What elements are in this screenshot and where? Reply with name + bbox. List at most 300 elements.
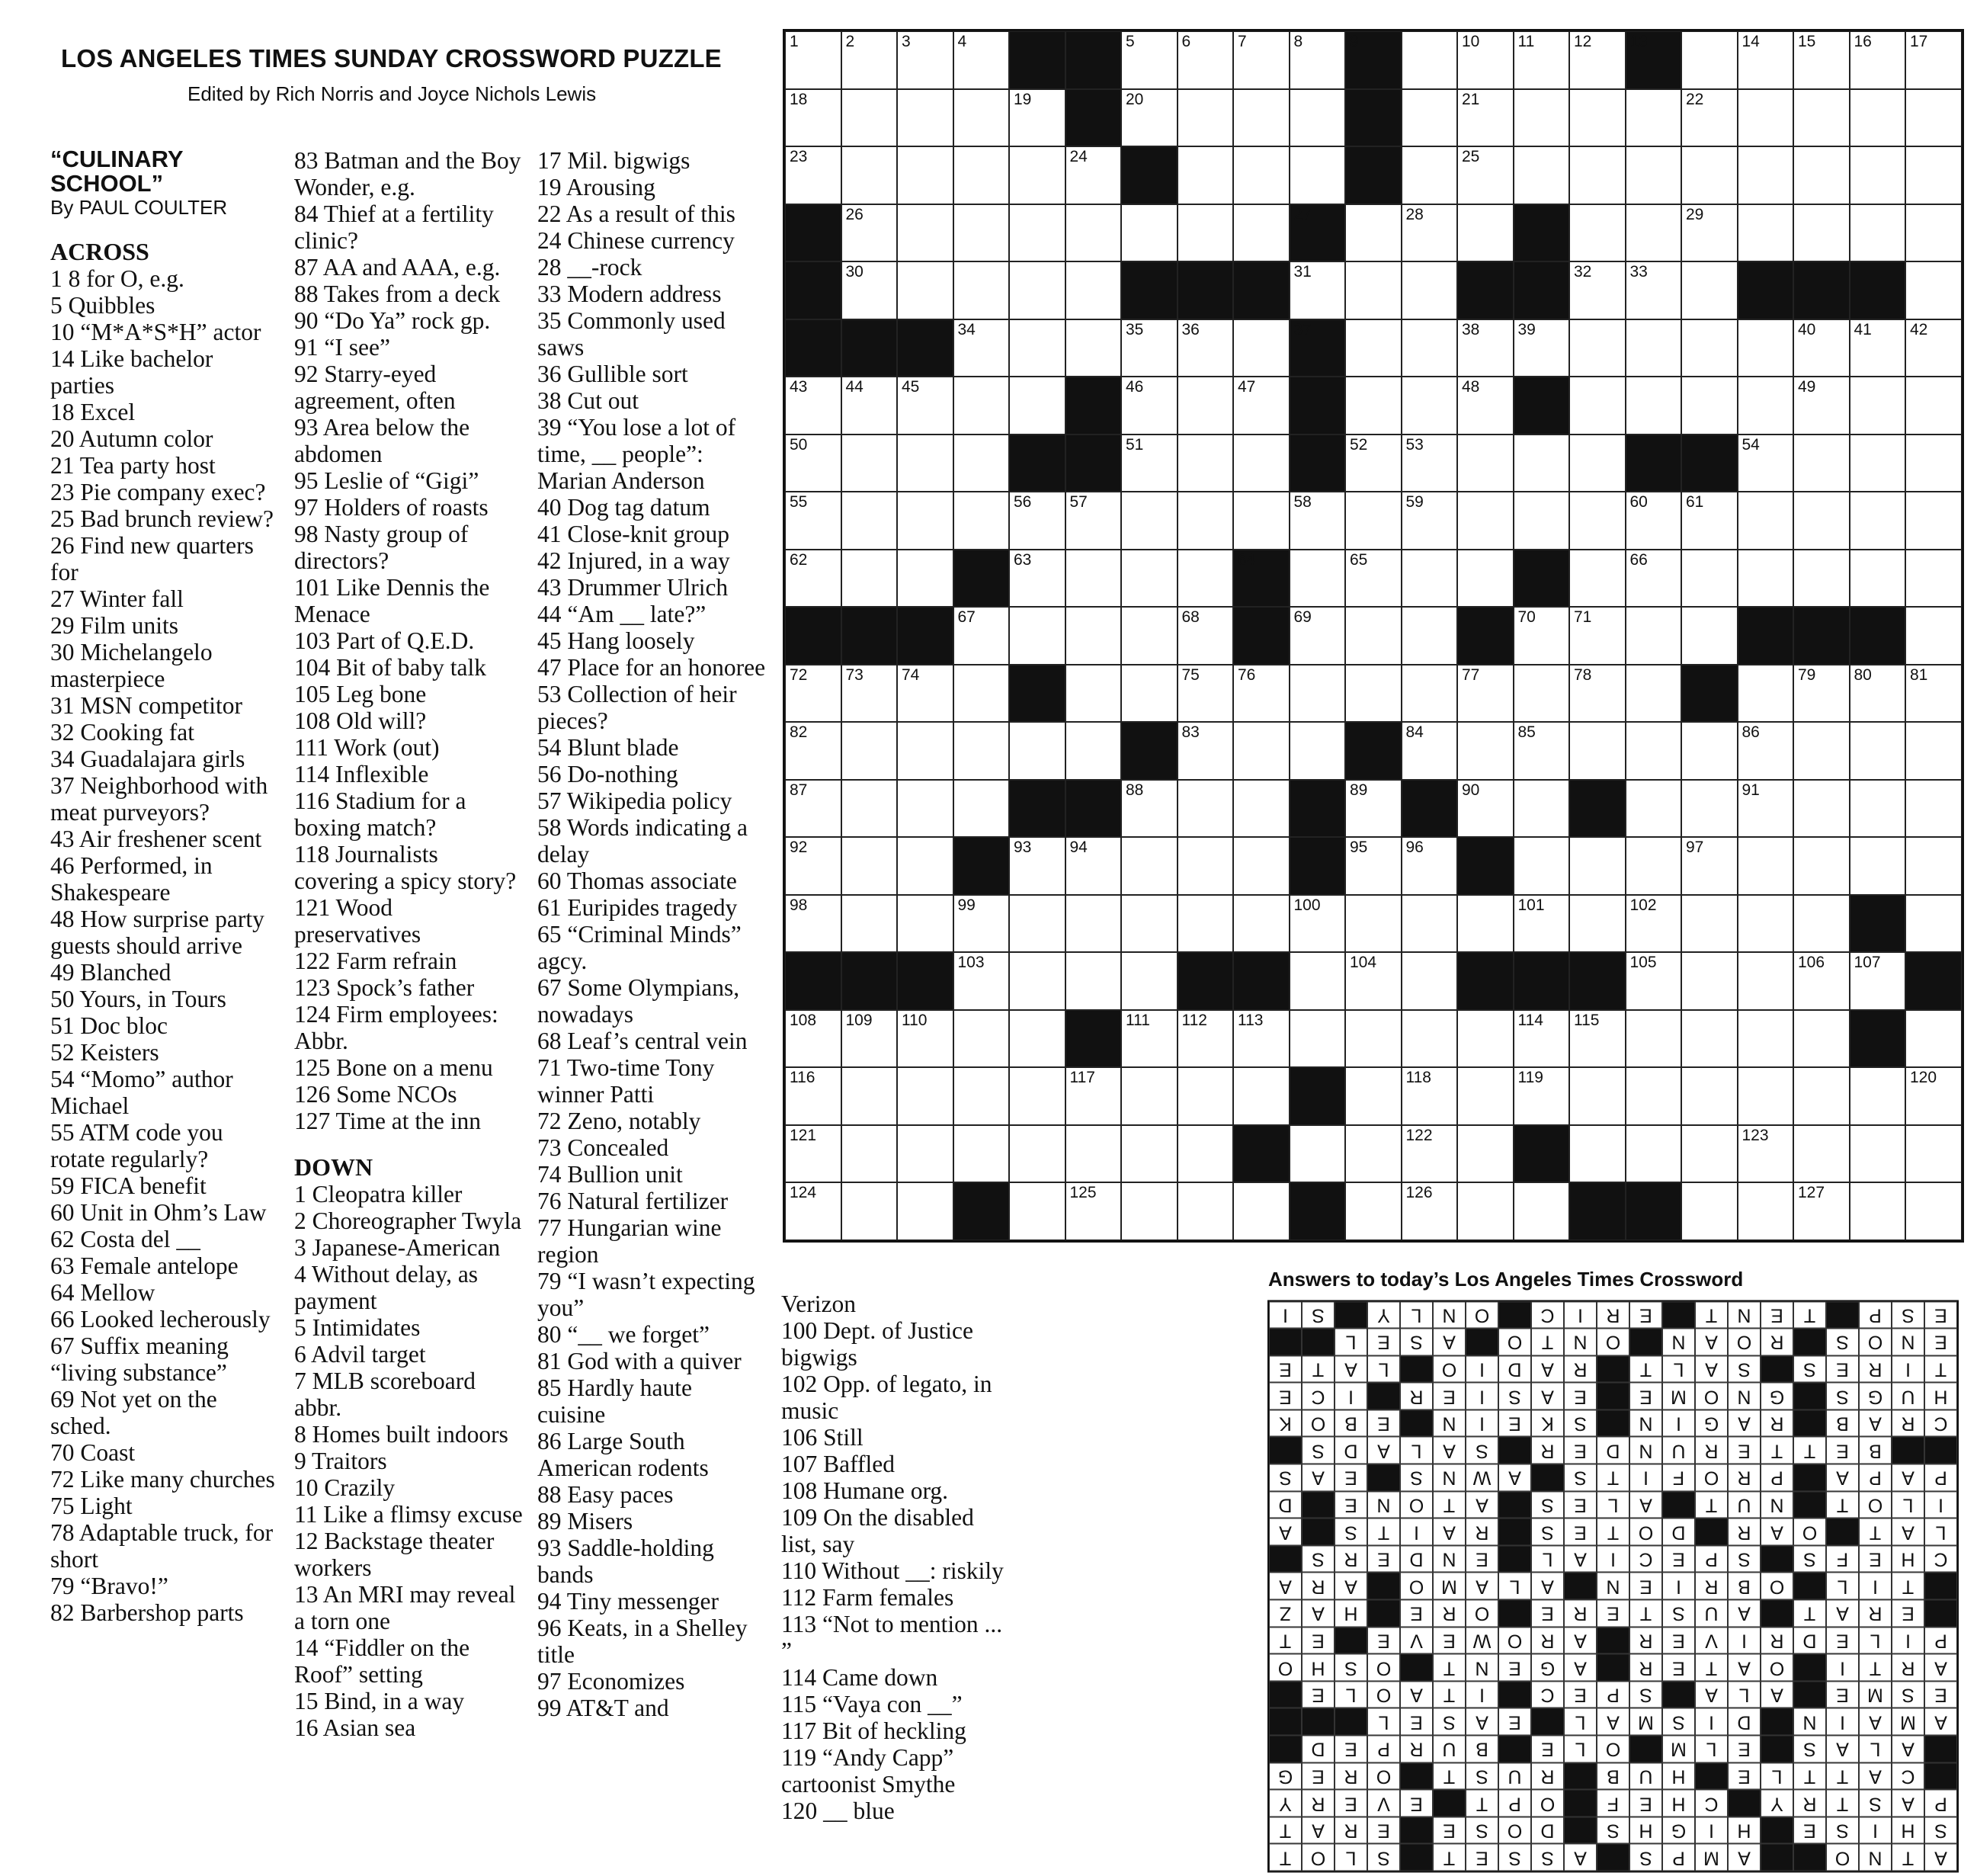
grid-cell[interactable] [1121, 1125, 1178, 1183]
grid-cell[interactable] [1233, 1067, 1290, 1125]
grid-cell[interactable] [1457, 377, 1514, 435]
grid-cell[interactable] [1345, 665, 1402, 723]
grid-cell[interactable] [1514, 837, 1570, 895]
grid-cell[interactable] [1345, 780, 1402, 838]
grid-cell[interactable] [1345, 435, 1402, 492]
grid-cell[interactable] [1233, 31, 1290, 89]
grid-cell[interactable] [785, 31, 841, 89]
grid-cell[interactable] [1065, 895, 1122, 953]
grid-cell[interactable] [1345, 952, 1402, 1010]
grid-cell[interactable] [1793, 550, 1850, 608]
grid-cell[interactable] [1626, 895, 1682, 953]
grid-cell[interactable] [897, 204, 953, 262]
grid-cell[interactable] [1738, 1067, 1794, 1125]
grid-cell[interactable] [1065, 261, 1122, 319]
grid-cell[interactable] [1569, 31, 1626, 89]
grid-cell[interactable] [1121, 1067, 1178, 1125]
grid-cell[interactable] [1402, 319, 1458, 377]
grid-cell[interactable] [1009, 492, 1065, 550]
grid-cell[interactable] [1290, 665, 1346, 723]
grid-cell[interactable] [1290, 607, 1346, 665]
grid-cell[interactable] [897, 780, 953, 838]
grid-cell[interactable] [1905, 377, 1962, 435]
grid-cell[interactable] [1626, 492, 1682, 550]
grid-cell[interactable] [1009, 204, 1065, 262]
grid-cell[interactable] [1121, 952, 1178, 1010]
grid-cell[interactable] [1514, 319, 1570, 377]
grid-cell[interactable] [1569, 89, 1626, 147]
grid-cell[interactable] [1738, 319, 1794, 377]
grid-cell[interactable] [897, 1125, 953, 1183]
grid-cell[interactable] [1681, 319, 1738, 377]
grid-cell[interactable] [1626, 665, 1682, 723]
grid-cell[interactable] [1738, 89, 1794, 147]
grid-cell[interactable] [1345, 895, 1402, 953]
grid-cell[interactable] [1402, 435, 1458, 492]
grid-cell[interactable] [841, 204, 898, 262]
grid-cell[interactable] [1121, 780, 1178, 838]
grid-cell[interactable] [1738, 204, 1794, 262]
grid-cell[interactable] [1905, 895, 1962, 953]
grid-cell[interactable] [953, 1010, 1010, 1068]
grid-cell[interactable] [1681, 146, 1738, 204]
grid-cell[interactable] [953, 780, 1010, 838]
grid-cell[interactable] [1009, 377, 1065, 435]
grid-cell[interactable] [785, 1067, 841, 1125]
grid-cell[interactable] [841, 1125, 898, 1183]
grid-cell[interactable] [1738, 895, 1794, 953]
grid-cell[interactable] [897, 1182, 953, 1240]
grid-cell[interactable] [1569, 492, 1626, 550]
grid-cell[interactable] [1793, 837, 1850, 895]
grid-cell[interactable] [1233, 435, 1290, 492]
grid-cell[interactable] [1905, 1010, 1962, 1068]
grid-cell[interactable] [1905, 780, 1962, 838]
grid-cell[interactable] [1009, 952, 1065, 1010]
grid-cell[interactable] [785, 377, 841, 435]
grid-cell[interactable] [1850, 665, 1906, 723]
grid-cell[interactable] [1178, 1010, 1234, 1068]
grid-cell[interactable] [1514, 722, 1570, 780]
grid-cell[interactable] [1738, 31, 1794, 89]
grid-cell[interactable] [1457, 1067, 1514, 1125]
grid-cell[interactable] [1345, 204, 1402, 262]
grid-cell[interactable] [897, 435, 953, 492]
grid-cell[interactable] [953, 492, 1010, 550]
grid-cell[interactable] [1850, 377, 1906, 435]
grid-cell[interactable] [1178, 31, 1234, 89]
grid-cell[interactable] [1345, 550, 1402, 608]
grid-cell[interactable] [953, 146, 1010, 204]
grid-cell[interactable] [841, 837, 898, 895]
grid-cell[interactable] [1402, 550, 1458, 608]
grid-cell[interactable] [1178, 492, 1234, 550]
grid-cell[interactable] [785, 722, 841, 780]
grid-cell[interactable] [1457, 319, 1514, 377]
grid-cell[interactable] [1626, 89, 1682, 147]
grid-cell[interactable] [1345, 607, 1402, 665]
grid-cell[interactable] [785, 89, 841, 147]
grid-cell[interactable] [1402, 952, 1458, 1010]
grid-cell[interactable] [1626, 319, 1682, 377]
grid-cell[interactable] [1009, 1125, 1065, 1183]
grid-cell[interactable] [1065, 607, 1122, 665]
grid-cell[interactable] [1793, 722, 1850, 780]
grid-cell[interactable] [785, 780, 841, 838]
grid-cell[interactable] [1850, 146, 1906, 204]
grid-cell[interactable] [1626, 550, 1682, 608]
grid-cell[interactable] [841, 377, 898, 435]
grid-cell[interactable] [1681, 31, 1738, 89]
grid-cell[interactable] [1514, 1067, 1570, 1125]
grid-cell[interactable] [1121, 492, 1178, 550]
grid-cell[interactable] [1569, 261, 1626, 319]
grid-cell[interactable] [897, 550, 953, 608]
grid-cell[interactable] [897, 722, 953, 780]
grid-cell[interactable] [1905, 837, 1962, 895]
grid-cell[interactable] [953, 1067, 1010, 1125]
grid-cell[interactable] [953, 319, 1010, 377]
grid-cell[interactable] [1738, 1010, 1794, 1068]
grid-cell[interactable] [1402, 665, 1458, 723]
grid-cell[interactable] [1626, 780, 1682, 838]
grid-cell[interactable] [953, 665, 1010, 723]
grid-cell[interactable] [1065, 146, 1122, 204]
grid-cell[interactable] [841, 146, 898, 204]
grid-cell[interactable] [1457, 204, 1514, 262]
grid-cell[interactable] [1178, 319, 1234, 377]
grid-cell[interactable] [1121, 204, 1178, 262]
grid-cell[interactable] [1009, 722, 1065, 780]
grid-cell[interactable] [1178, 1182, 1234, 1240]
grid-cell[interactable] [1402, 837, 1458, 895]
grid-cell[interactable] [1793, 895, 1850, 953]
grid-cell[interactable] [785, 146, 841, 204]
grid-cell[interactable] [1738, 837, 1794, 895]
grid-cell[interactable] [1793, 1125, 1850, 1183]
grid-cell[interactable] [1178, 895, 1234, 953]
grid-cell[interactable] [1793, 1010, 1850, 1068]
grid-cell[interactable] [1345, 377, 1402, 435]
grid-cell[interactable] [1681, 550, 1738, 608]
grid-cell[interactable] [1793, 31, 1850, 89]
grid-cell[interactable] [1402, 261, 1458, 319]
grid-cell[interactable] [1065, 722, 1122, 780]
grid-cell[interactable] [953, 607, 1010, 665]
grid-cell[interactable] [1626, 1067, 1682, 1125]
grid-cell[interactable] [1233, 377, 1290, 435]
grid-cell[interactable] [1681, 722, 1738, 780]
grid-cell[interactable] [1569, 204, 1626, 262]
grid-cell[interactable] [1850, 1067, 1906, 1125]
grid-cell[interactable] [1009, 1010, 1065, 1068]
grid-cell[interactable] [1009, 89, 1065, 147]
grid-cell[interactable] [897, 665, 953, 723]
grid-cell[interactable] [1738, 722, 1794, 780]
grid-cell[interactable] [1793, 146, 1850, 204]
grid-cell[interactable] [1233, 895, 1290, 953]
grid-cell[interactable] [1738, 952, 1794, 1010]
grid-cell[interactable] [1514, 665, 1570, 723]
grid-cell[interactable] [1121, 31, 1178, 89]
grid-cell[interactable] [1402, 1010, 1458, 1068]
grid-cell[interactable] [897, 895, 953, 953]
grid-cell[interactable] [1457, 895, 1514, 953]
grid-cell[interactable] [1065, 1125, 1122, 1183]
grid-cell[interactable] [1681, 261, 1738, 319]
grid-cell[interactable] [1345, 1067, 1402, 1125]
grid-cell[interactable] [1850, 31, 1906, 89]
grid-cell[interactable] [1905, 607, 1962, 665]
grid-cell[interactable] [1905, 89, 1962, 147]
grid-cell[interactable] [953, 89, 1010, 147]
grid-cell[interactable] [1009, 550, 1065, 608]
grid-cell[interactable] [1065, 952, 1122, 1010]
grid-cell[interactable] [1121, 895, 1178, 953]
grid-cell[interactable] [1402, 492, 1458, 550]
grid-cell[interactable] [1402, 31, 1458, 89]
grid-cell[interactable] [785, 492, 841, 550]
grid-cell[interactable] [953, 31, 1010, 89]
grid-cell[interactable] [953, 435, 1010, 492]
grid-cell[interactable] [841, 895, 898, 953]
grid-cell[interactable] [1009, 261, 1065, 319]
grid-cell[interactable] [1905, 665, 1962, 723]
grid-cell[interactable] [897, 1010, 953, 1068]
grid-cell[interactable] [841, 492, 898, 550]
grid-cell[interactable] [1905, 1125, 1962, 1183]
grid-cell[interactable] [1178, 780, 1234, 838]
grid-cell[interactable] [1626, 1125, 1682, 1183]
grid-cell[interactable] [1290, 550, 1346, 608]
grid-cell[interactable] [1569, 837, 1626, 895]
grid-cell[interactable] [1457, 722, 1514, 780]
grid-cell[interactable] [1569, 607, 1626, 665]
grid-cell[interactable] [1233, 319, 1290, 377]
grid-cell[interactable] [1514, 895, 1570, 953]
grid-cell[interactable] [1290, 146, 1346, 204]
grid-cell[interactable] [1738, 1125, 1794, 1183]
grid-cell[interactable] [1626, 377, 1682, 435]
grid-cell[interactable] [1233, 89, 1290, 147]
grid-cell[interactable] [1850, 492, 1906, 550]
grid-cell[interactable] [1345, 1182, 1402, 1240]
grid-cell[interactable] [1681, 1125, 1738, 1183]
grid-cell[interactable] [1009, 837, 1065, 895]
grid-cell[interactable] [1569, 1067, 1626, 1125]
grid-cell[interactable] [1738, 665, 1794, 723]
grid-cell[interactable] [1290, 492, 1346, 550]
grid-cell[interactable] [841, 1182, 898, 1240]
grid-cell[interactable] [1626, 146, 1682, 204]
grid-cell[interactable] [1121, 435, 1178, 492]
grid-cell[interactable] [1681, 607, 1738, 665]
grid-cell[interactable] [1121, 1182, 1178, 1240]
grid-cell[interactable] [841, 1067, 898, 1125]
grid-cell[interactable] [1345, 261, 1402, 319]
grid-cell[interactable] [1121, 1010, 1178, 1068]
grid-cell[interactable] [1402, 1125, 1458, 1183]
grid-cell[interactable] [1402, 377, 1458, 435]
grid-cell[interactable] [1290, 89, 1346, 147]
grid-cell[interactable] [1514, 435, 1570, 492]
grid-cell[interactable] [1850, 89, 1906, 147]
grid-cell[interactable] [1178, 435, 1234, 492]
grid-cell[interactable] [841, 89, 898, 147]
grid-cell[interactable] [1738, 780, 1794, 838]
grid-cell[interactable] [1457, 550, 1514, 608]
grid-cell[interactable] [1290, 31, 1346, 89]
grid-cell[interactable] [1457, 146, 1514, 204]
grid-cell[interactable] [1514, 1010, 1570, 1068]
grid-cell[interactable] [1681, 1067, 1738, 1125]
grid-cell[interactable] [1065, 665, 1122, 723]
grid-cell[interactable] [1402, 1067, 1458, 1125]
grid-cell[interactable] [1681, 89, 1738, 147]
grid-cell[interactable] [1402, 1182, 1458, 1240]
grid-cell[interactable] [953, 204, 1010, 262]
grid-cell[interactable] [1402, 607, 1458, 665]
grid-cell[interactable] [1905, 550, 1962, 608]
grid-cell[interactable] [1793, 89, 1850, 147]
grid-cell[interactable] [1569, 146, 1626, 204]
grid-cell[interactable] [1738, 435, 1794, 492]
grid-cell[interactable] [1402, 204, 1458, 262]
grid-cell[interactable] [785, 550, 841, 608]
grid-cell[interactable] [1681, 895, 1738, 953]
grid-cell[interactable] [1402, 895, 1458, 953]
grid-cell[interactable] [785, 1010, 841, 1068]
grid-cell[interactable] [1626, 1010, 1682, 1068]
grid-cell[interactable] [1290, 1125, 1346, 1183]
grid-cell[interactable] [1850, 435, 1906, 492]
grid-cell[interactable] [1009, 1182, 1065, 1240]
grid-cell[interactable] [1178, 837, 1234, 895]
grid-cell[interactable] [841, 261, 898, 319]
grid-cell[interactable] [1626, 952, 1682, 1010]
grid-cell[interactable] [1905, 261, 1962, 319]
grid-cell[interactable] [1569, 435, 1626, 492]
grid-cell[interactable] [1457, 1125, 1514, 1183]
grid-cell[interactable] [1738, 377, 1794, 435]
grid-cell[interactable] [1569, 1010, 1626, 1068]
grid-cell[interactable] [1457, 780, 1514, 838]
grid-cell[interactable] [1793, 780, 1850, 838]
grid-cell[interactable] [1290, 952, 1346, 1010]
grid-cell[interactable] [1457, 435, 1514, 492]
grid-cell[interactable] [1738, 492, 1794, 550]
grid-cell[interactable] [1681, 780, 1738, 838]
grid-cell[interactable] [897, 837, 953, 895]
grid-cell[interactable] [1290, 722, 1346, 780]
grid-cell[interactable] [1345, 837, 1402, 895]
grid-cell[interactable] [1905, 435, 1962, 492]
grid-cell[interactable] [1905, 722, 1962, 780]
grid-cell[interactable] [1009, 1067, 1065, 1125]
grid-cell[interactable] [1905, 146, 1962, 204]
grid-cell[interactable] [1065, 837, 1122, 895]
grid-cell[interactable] [1681, 952, 1738, 1010]
grid-cell[interactable] [1681, 837, 1738, 895]
grid-cell[interactable] [1681, 492, 1738, 550]
grid-cell[interactable] [1850, 550, 1906, 608]
grid-cell[interactable] [1850, 1125, 1906, 1183]
grid-cell[interactable] [1905, 319, 1962, 377]
grid-cell[interactable] [1178, 607, 1234, 665]
grid-cell[interactable] [1121, 89, 1178, 147]
grid-cell[interactable] [897, 377, 953, 435]
grid-cell[interactable] [1793, 319, 1850, 377]
grid-cell[interactable] [785, 1182, 841, 1240]
grid-cell[interactable] [897, 261, 953, 319]
grid-cell[interactable] [1233, 837, 1290, 895]
grid-cell[interactable] [1178, 204, 1234, 262]
grid-cell[interactable] [1009, 146, 1065, 204]
grid-cell[interactable] [1457, 89, 1514, 147]
grid-cell[interactable] [785, 435, 841, 492]
grid-cell[interactable] [1457, 665, 1514, 723]
grid-cell[interactable] [1178, 1125, 1234, 1183]
grid-cell[interactable] [785, 665, 841, 723]
grid-cell[interactable] [1569, 1125, 1626, 1183]
grid-cell[interactable] [1402, 89, 1458, 147]
grid-cell[interactable] [1681, 1010, 1738, 1068]
grid-cell[interactable] [897, 146, 953, 204]
grid-cell[interactable] [1233, 146, 1290, 204]
grid-cell[interactable] [953, 1125, 1010, 1183]
grid-cell[interactable] [1290, 261, 1346, 319]
grid-cell[interactable] [1345, 1125, 1402, 1183]
grid-cell[interactable] [1738, 1182, 1794, 1240]
grid-cell[interactable] [1793, 492, 1850, 550]
grid-cell[interactable] [1850, 204, 1906, 262]
grid-cell[interactable] [1905, 492, 1962, 550]
grid-cell[interactable] [1065, 492, 1122, 550]
grid-cell[interactable] [1905, 1182, 1962, 1240]
grid-cell[interactable] [1569, 895, 1626, 953]
grid-cell[interactable] [841, 780, 898, 838]
grid-cell[interactable] [841, 31, 898, 89]
grid-cell[interactable] [1121, 550, 1178, 608]
grid-cell[interactable] [1233, 780, 1290, 838]
grid-cell[interactable] [1065, 1067, 1122, 1125]
grid-cell[interactable] [1514, 146, 1570, 204]
grid-cell[interactable] [1626, 204, 1682, 262]
grid-cell[interactable] [841, 435, 898, 492]
grid-cell[interactable] [1850, 780, 1906, 838]
grid-cell[interactable] [785, 1125, 841, 1183]
grid-cell[interactable] [1065, 204, 1122, 262]
grid-cell[interactable] [1402, 146, 1458, 204]
grid-cell[interactable] [1514, 780, 1570, 838]
grid-cell[interactable] [1345, 319, 1402, 377]
grid-cell[interactable] [1233, 492, 1290, 550]
grid-cell[interactable] [1514, 31, 1570, 89]
grid-cell[interactable] [1793, 1182, 1850, 1240]
grid-cell[interactable] [1905, 31, 1962, 89]
grid-cell[interactable] [1178, 722, 1234, 780]
grid-cell[interactable] [1569, 377, 1626, 435]
grid-cell[interactable] [1345, 1010, 1402, 1068]
grid-cell[interactable] [1905, 204, 1962, 262]
grid-cell[interactable] [1850, 952, 1906, 1010]
grid-cell[interactable] [1233, 1010, 1290, 1068]
grid-cell[interactable] [1290, 895, 1346, 953]
grid-cell[interactable] [897, 89, 953, 147]
grid-cell[interactable] [841, 665, 898, 723]
grid-cell[interactable] [1738, 146, 1794, 204]
grid-cell[interactable] [953, 377, 1010, 435]
